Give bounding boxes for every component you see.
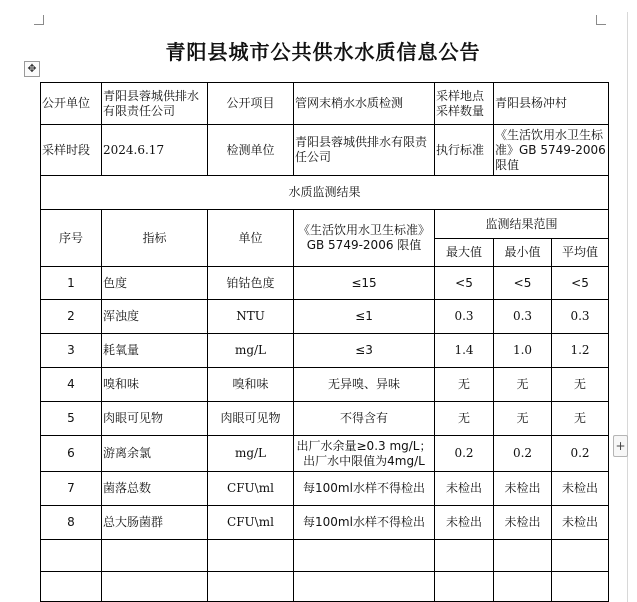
time-value: 2024.6.17 bbox=[102, 125, 208, 176]
item-label: 公开项目 bbox=[208, 83, 294, 125]
unit-value: 青阳县蓉城供排水有限责任公司 bbox=[294, 125, 435, 176]
document-title: 青阳县城市公共供水水质信息公告 bbox=[165, 40, 481, 64]
row-avg: 0.2 bbox=[552, 436, 609, 472]
empty-row bbox=[41, 572, 609, 602]
row-max: <5 bbox=[435, 267, 494, 300]
row-no: 5 bbox=[41, 402, 102, 436]
row-avg: <5 bbox=[552, 267, 609, 300]
place-label: 采样地点采样数量 bbox=[435, 83, 494, 125]
table-row bbox=[41, 300, 609, 334]
empty-cell bbox=[294, 572, 435, 602]
row-avg: 1.2 bbox=[552, 334, 609, 368]
plus-icon[interactable]: + bbox=[613, 435, 628, 457]
row-no: 8 bbox=[41, 506, 102, 540]
time-label: 采样时段 bbox=[41, 125, 102, 176]
empty-cell bbox=[435, 572, 494, 602]
row-standard: 不得含有 bbox=[294, 402, 435, 436]
row-max: 0.3 bbox=[435, 300, 494, 334]
info-row-1 bbox=[41, 83, 609, 125]
empty-cell bbox=[494, 540, 552, 572]
row-indicator: 游离余氯 bbox=[102, 436, 208, 472]
table-row bbox=[41, 436, 609, 472]
std-value: 《生活饮用水卫生标准》GB 5749-2006 限值 bbox=[494, 125, 609, 176]
section-title: 水质监测结果 bbox=[41, 176, 609, 210]
row-min: 未检出 bbox=[494, 472, 552, 506]
row-min: 1.0 bbox=[494, 334, 552, 368]
header-no: 序号 bbox=[41, 210, 102, 267]
empty-row bbox=[41, 540, 609, 572]
row-indicator: 浑浊度 bbox=[102, 300, 208, 334]
item-value: 管网末梢水水质检测 bbox=[294, 83, 435, 125]
page-corner-mark-left bbox=[34, 15, 44, 25]
std-label: 执行标准 bbox=[435, 125, 494, 176]
water-quality-table bbox=[40, 82, 609, 602]
row-standard: 每100ml水样不得检出 bbox=[294, 472, 435, 506]
row-indicator: 嗅和味 bbox=[102, 368, 208, 402]
row-max: 1.4 bbox=[435, 334, 494, 368]
row-min: 无 bbox=[494, 368, 552, 402]
row-no: 4 bbox=[41, 368, 102, 402]
row-unit: mg/L bbox=[208, 334, 294, 368]
row-standard: 无异嗅、异味 bbox=[294, 368, 435, 402]
empty-cell bbox=[41, 572, 102, 602]
row-no: 6 bbox=[41, 436, 102, 472]
org-value: 青阳县蓉城供排水有限责任公司 bbox=[102, 83, 208, 125]
row-avg: 未检出 bbox=[552, 472, 609, 506]
page-corner-mark-right bbox=[596, 15, 606, 25]
row-min: 0.3 bbox=[494, 300, 552, 334]
header-avg: 平均值 bbox=[552, 239, 609, 267]
row-indicator: 耗氧量 bbox=[102, 334, 208, 368]
table-row bbox=[41, 506, 609, 540]
row-avg: 未检出 bbox=[552, 506, 609, 540]
row-unit: 铂钴色度 bbox=[208, 267, 294, 300]
page-edge-line bbox=[627, 12, 628, 602]
row-max: 0.2 bbox=[435, 436, 494, 472]
header-indicator: 指标 bbox=[102, 210, 208, 267]
table-row bbox=[41, 334, 609, 368]
empty-cell bbox=[552, 540, 609, 572]
row-standard: 出厂水余量≥0.3 mg/L；出厂水中限值为4mg/L bbox=[294, 436, 435, 472]
section-title-row bbox=[41, 176, 609, 210]
empty-cell bbox=[435, 540, 494, 572]
row-indicator: 总大肠菌群 bbox=[102, 506, 208, 540]
row-max: 未检出 bbox=[435, 472, 494, 506]
row-unit: NTU bbox=[208, 300, 294, 334]
row-avg: 0.3 bbox=[552, 300, 609, 334]
place-value: 青阳县杨冲村 bbox=[494, 83, 609, 125]
header-row-1 bbox=[41, 210, 609, 239]
table-row bbox=[41, 472, 609, 506]
row-min: 未检出 bbox=[494, 506, 552, 540]
row-unit: CFU\ml bbox=[208, 472, 294, 506]
row-indicator: 菌落总数 bbox=[102, 472, 208, 506]
row-no: 7 bbox=[41, 472, 102, 506]
empty-cell bbox=[208, 540, 294, 572]
empty-cell bbox=[294, 540, 435, 572]
empty-cell bbox=[494, 572, 552, 602]
empty-cell bbox=[102, 540, 208, 572]
header-standard: 《生活饮用水卫生标准》GB 5749-2006 限值 bbox=[294, 210, 435, 267]
row-avg: 无 bbox=[552, 402, 609, 436]
row-unit: 嗅和味 bbox=[208, 368, 294, 402]
row-indicator: 色度 bbox=[102, 267, 208, 300]
unit-label: 检测单位 bbox=[208, 125, 294, 176]
row-max: 未检出 bbox=[435, 506, 494, 540]
header-unit: 单位 bbox=[208, 210, 294, 267]
row-standard: ≤15 bbox=[294, 267, 435, 300]
org-label: 公开单位 bbox=[41, 83, 102, 125]
empty-cell bbox=[208, 572, 294, 602]
row-no: 3 bbox=[41, 334, 102, 368]
table-row bbox=[41, 267, 609, 300]
empty-cell bbox=[41, 540, 102, 572]
row-unit: mg/L bbox=[208, 436, 294, 472]
row-min: <5 bbox=[494, 267, 552, 300]
row-indicator: 肉眼可见物 bbox=[102, 402, 208, 436]
row-min: 0.2 bbox=[494, 436, 552, 472]
info-row-2 bbox=[41, 125, 609, 176]
empty-cell bbox=[102, 572, 208, 602]
row-avg: 无 bbox=[552, 368, 609, 402]
row-standard: ≤3 bbox=[294, 334, 435, 368]
row-no: 1 bbox=[41, 267, 102, 300]
header-max: 最大值 bbox=[435, 239, 494, 267]
row-standard: 每100ml水样不得检出 bbox=[294, 506, 435, 540]
row-max: 无 bbox=[435, 368, 494, 402]
empty-cell bbox=[552, 572, 609, 602]
table-row bbox=[41, 368, 609, 402]
row-unit: 肉眼可见物 bbox=[208, 402, 294, 436]
move-arrows-icon[interactable]: ✥ bbox=[24, 61, 40, 77]
row-no: 2 bbox=[41, 300, 102, 334]
header-min: 最小值 bbox=[494, 239, 552, 267]
row-max: 无 bbox=[435, 402, 494, 436]
row-min: 无 bbox=[494, 402, 552, 436]
row-unit: CFU\ml bbox=[208, 506, 294, 540]
row-standard: ≤1 bbox=[294, 300, 435, 334]
table-row bbox=[41, 402, 609, 436]
header-range: 监测结果范围 bbox=[435, 210, 609, 239]
